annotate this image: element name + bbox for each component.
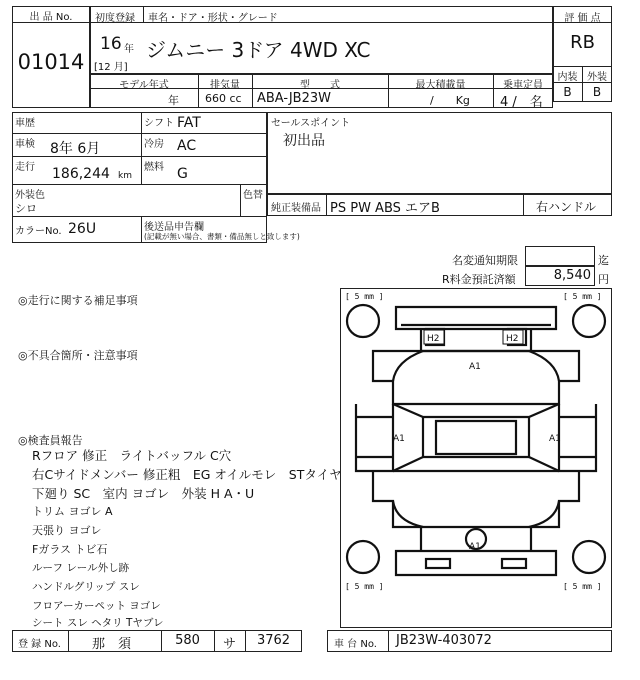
color-change-label: 色替	[243, 190, 263, 201]
shift: FAT	[177, 115, 201, 131]
report-line: 天張り ヨゴレ	[32, 524, 102, 537]
interior-grade: B	[563, 85, 572, 99]
ac-label: 冷房	[144, 139, 164, 150]
report-line: ルーフ レール外し跡	[32, 562, 130, 574]
recycle-label: R料金預託済額	[442, 273, 516, 286]
max-load-label: 最大積載量	[415, 80, 466, 91]
tire-label-front-right: [ 5 mm ]	[563, 292, 602, 301]
report-line: シート スレ ヘタリ Tヤブレ	[32, 617, 164, 629]
rating-label: 評 価 点	[564, 13, 601, 24]
tire-label-rear-left: [ 5 mm ]	[345, 582, 384, 591]
recycle-value: 8,540	[553, 268, 591, 283]
name-change-label: 名変通知期限	[452, 254, 518, 267]
interior-label: 内装	[557, 72, 578, 83]
equipment: PS PW ABS エアB	[330, 201, 440, 216]
tire-front-left	[347, 305, 379, 337]
report-line: 下廻り SC 室内 ヨゴレ 外装 H A・U	[32, 486, 255, 501]
lot-no-label: 出 品 No.	[29, 12, 73, 23]
first-reg-month: [12 月]	[94, 62, 128, 73]
windshield	[393, 404, 559, 417]
chassis-label: 車 台 No.	[334, 639, 377, 650]
reg-number: 3762	[256, 633, 291, 648]
first-reg-year: 16	[100, 34, 122, 54]
report-line: 右Cサイドメンバー 修正粗 EG オイルモレ STタイヤ	[32, 467, 342, 482]
report-line: Fガラス トビ石	[32, 543, 108, 556]
reg-no-label: 登 録 No.	[18, 639, 61, 650]
mark-a1-left: A1	[393, 434, 405, 444]
mileage: 186,244	[52, 166, 110, 182]
reg-kana: サ	[222, 637, 236, 652]
defects-label: ◎不具合箇所・注意事項	[18, 349, 138, 362]
report-line: フロアーカーペット ヨゴレ	[32, 600, 161, 612]
mark-h2-left: H2	[427, 334, 440, 344]
tire-rear-right	[573, 541, 605, 573]
equipment-label: 純正装備品	[271, 203, 321, 214]
sales-point: 初出品	[283, 133, 325, 149]
mark-a1-right: A1	[549, 434, 561, 444]
post-doc-note: (記載が無い場合、書類・備品無しと致します)	[144, 232, 300, 241]
mileage-label: 走行	[15, 162, 35, 173]
tire-rear-left	[347, 541, 379, 573]
car-diagram-svg	[341, 289, 611, 627]
mark-a1-rear: A1	[469, 542, 481, 552]
exterior-grade: B	[592, 85, 602, 99]
ac: AC	[177, 138, 197, 154]
capacity-label: 乗車定員	[503, 80, 543, 91]
mileage-unit: km	[118, 171, 132, 181]
ext-color: シロ	[15, 202, 37, 215]
hood	[373, 351, 579, 404]
mark-a1-hood: A1	[469, 362, 481, 372]
ext-color-label: 外装色	[15, 190, 45, 201]
displacement: 660 cc	[205, 92, 242, 105]
roof	[423, 417, 529, 457]
exterior-label: 外装	[587, 72, 607, 83]
reg-class: 580	[175, 633, 200, 648]
tire-label-front-left: [ 5 mm ]	[345, 292, 384, 301]
recycle-unit: 円	[598, 273, 609, 286]
inspector-report-label: ◎検査員報告	[18, 434, 83, 447]
color-no: 26U	[68, 221, 97, 237]
report-line: トリム ヨゴレ A	[32, 505, 113, 518]
rating-value: RB	[570, 32, 595, 53]
car-diagram	[340, 288, 612, 628]
handle: 右ハンドル	[536, 200, 597, 214]
color-no-label: カラーNo.	[15, 226, 62, 237]
model-year-unit: 年	[168, 94, 179, 107]
report-line: ハンドルグリップ スレ	[32, 581, 140, 593]
history-label: 車歴	[15, 118, 35, 129]
name-change-unit: 迄	[598, 254, 609, 267]
right-side	[559, 404, 596, 471]
displacement-label: 排気量	[210, 80, 240, 91]
model-year-label: モデル年式	[119, 80, 169, 91]
model-type: ABA-JB23W	[257, 91, 331, 106]
car-name-label: 車名・ドア・形状・グレード	[148, 13, 278, 24]
sales-point-label: セールスポイント	[271, 118, 351, 129]
left-side	[356, 404, 393, 471]
car-name: ジムニー 3ドア 4WD XC	[146, 38, 371, 62]
capacity: 4 / 名	[500, 95, 543, 110]
driving-notes-label: ◎走行に関する補足事項	[18, 294, 138, 307]
type-label: 型 式	[300, 80, 340, 91]
lot-no: 01014	[17, 50, 85, 74]
inspection-label: 車検	[15, 139, 35, 150]
first-reg-label: 初度登録	[95, 13, 135, 24]
reg-area: 那 須	[92, 637, 132, 652]
first-reg-year-unit: 年	[124, 44, 134, 55]
rear-bumper	[396, 551, 556, 575]
fuel: G	[177, 166, 188, 182]
tire-front-right	[573, 305, 605, 337]
inspection: 8年 6月	[50, 141, 101, 157]
chassis-number: JB23W-403072	[396, 633, 492, 648]
shift-label: シフト	[144, 118, 174, 129]
report-line: Rフロア 修正 ライトバッフル C穴	[32, 448, 232, 463]
fuel-label: 燃料	[144, 162, 164, 173]
mark-h2-right: H2	[506, 334, 519, 344]
max-load: / Kg	[430, 94, 470, 107]
name-change-box	[525, 246, 595, 266]
post-doc-label: 後送品申告欄	[144, 222, 204, 233]
tire-label-rear-right: [ 5 mm ]	[563, 582, 602, 591]
